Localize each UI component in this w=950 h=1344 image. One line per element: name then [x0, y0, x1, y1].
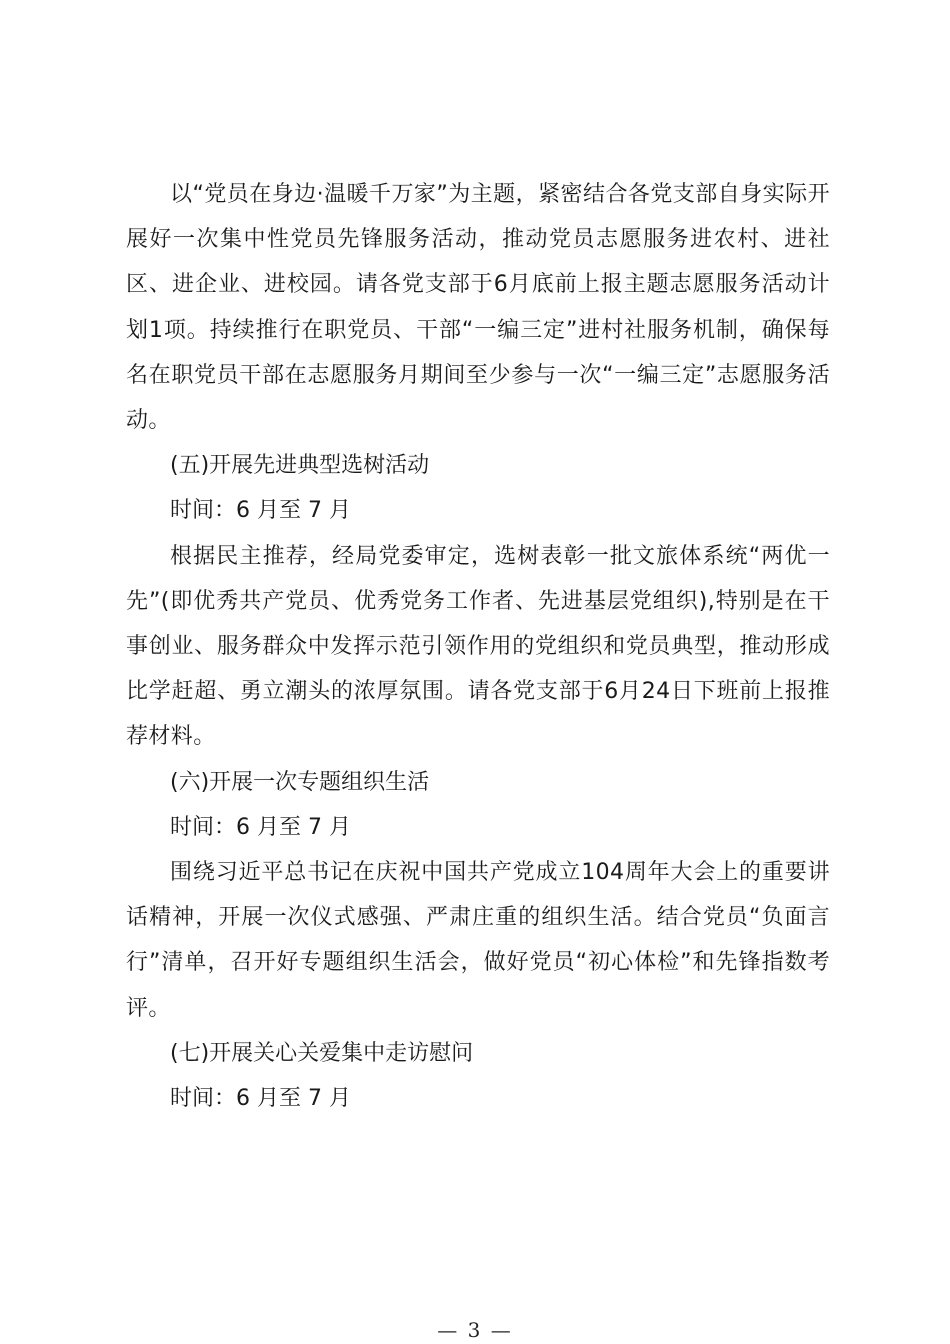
paragraph-organization-life: 围绕习近平总书记在庆祝中国共产党成立104周年大会上的重要讲话精神，开展一次仪式感强、严肃庄重的组织生活。结合党员“负面言行”清单，召开好专题组织生活会，做好党员“初心体检”和先锋指数考评。	[126, 860, 830, 1021]
section-heading-7: (七)开展关心关爱集中走访慰问	[170, 1040, 474, 1066]
paragraph-model-selection: 根据民主推荐，经局党委审定，选树表彰一批文旅体系统“两优一先”(即优秀共产党员、优秀党务工作者、先进基层党组织),特别是在干事创业、服务群众中发挥示范引领作用的党组织和党员典型，推动形成比学赶超、勇立潮头的浓厚氛围。请各党支部于6月24日下班前上报推荐材料。	[126, 543, 830, 750]
section-time-5: 时间：6 月至 7 月	[170, 498, 351, 524]
paragraph-volunteer-service: 以“党员在身边·温暖千万家”为主题，紧密结合各党支部自身实际开展好一次集中性党员先锋服务活动，推动党员志愿服务进农村、进社区、进企业、进校园。请各党支部于6月底前上报主题志愿服务活动计划1项。持续推行在职党员、干部“一编三定”进村社服务机制，确保每名在职党员干部在志愿服务月期间至少参与一次“一编三定”志愿服务活动。	[126, 182, 830, 434]
section-time-6: 时间：6 月至 7 月	[170, 814, 351, 840]
section-time-7: 时间：6 月至 7 月	[170, 1086, 351, 1112]
page-number: — 3 —	[437, 1318, 513, 1342]
section-heading-5: (五)开展先进典型选树活动	[170, 453, 430, 479]
document-body	[126, 172, 830, 1121]
section-heading-6: (六)开展一次专题组织生活	[170, 769, 430, 795]
